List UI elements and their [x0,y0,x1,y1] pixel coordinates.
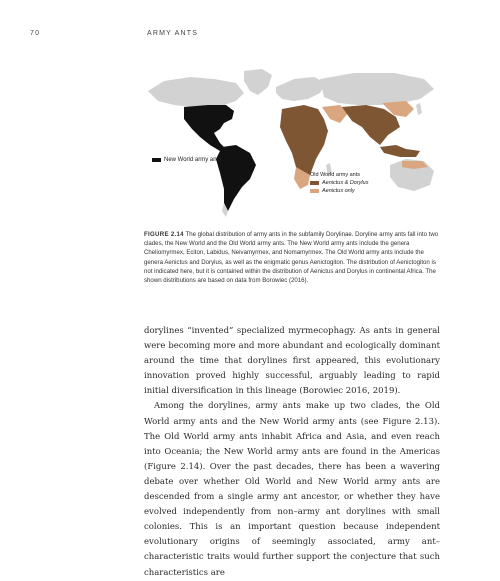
new-world-range-south [216,145,256,211]
world-map [144,61,438,223]
legend-item-aenictus-only [310,187,368,195]
figure-caption [144,230,440,285]
greenland [244,69,272,95]
paragraph: dorylines “invented” specialized myrmecophagy. As ants in general were becoming more and more abundant and ecologically dominant around the time that dorylines first appeared, this evolutionary innovation proved highly successful, arguably leading to rapid initial diversification in this lineage (Borowiec 2016, 2019). [144,326,440,397]
africa-range [280,105,328,179]
legend-new-world-label: New World army ants [164,157,222,163]
new-world-swatch [152,158,161,162]
legend-old-world-title: Old World army ants [310,172,361,178]
caption-text: The global distribution of army ants in the subfamily Dorylinae. Doryline army ants fall into two clades, the New World and the Old World army ants. The New World army ants include the genera Cheliomyrmex, Eciton, Labidus, Neivamyrmex, and Nomamyrmex. The Old World army ants include the genera Aenictus and Dorylus, as well as the enigmatic genus Aenictogiton. The distribution of Aenictogiton is not indicated here, but it is contained within the distribution of Aenictus and Dorylus in continental Africa. The shown distributions are based on data from Borowiec (2016). [144,231,439,285]
northern-asia [320,73,434,105]
paragraph: Among the dorylines, army ants make up two clades, the Old World army ants and the New World army ants (see Figure 2.13). The Old World army ants inhabit Africa and Asia, and even reach into Oceania; the New World army ants are found in the Americas (Figure 2.14). Over the past decades, there has been a wavering debate over whether Old World and New World army ants are descended from a single army ant ancestor, or whether they have evolved independently from non–army ant dorylines with small colonies. This is an important question because independent evolutionary origins of seemingly associated, army ant–characteristic traits would further support the conjecture that such characteristics are [144,401,440,578]
aenictus-only-swatch [310,189,319,193]
legend-new-world [152,157,221,163]
distribution-map-figure [144,61,438,223]
running-header [30,30,470,42]
page-number: 70 [30,30,41,37]
legend-item-label: Aenictus only [322,188,355,194]
legend-item-aenictus-dorylus [310,179,368,187]
body-text [144,324,440,581]
japan [416,103,422,115]
legend-old-world [310,171,368,195]
new-world-range-north [184,105,234,151]
figure-label: FIGURE 2.14 [144,231,184,238]
running-title: ARMY ANTS [147,30,199,37]
aenictus-dorylus-swatch [310,181,319,185]
indonesia-range [380,145,420,157]
europe [276,77,326,101]
north-america-north [148,77,244,107]
legend-item-label: Aenictus & Dorylus [322,180,369,186]
